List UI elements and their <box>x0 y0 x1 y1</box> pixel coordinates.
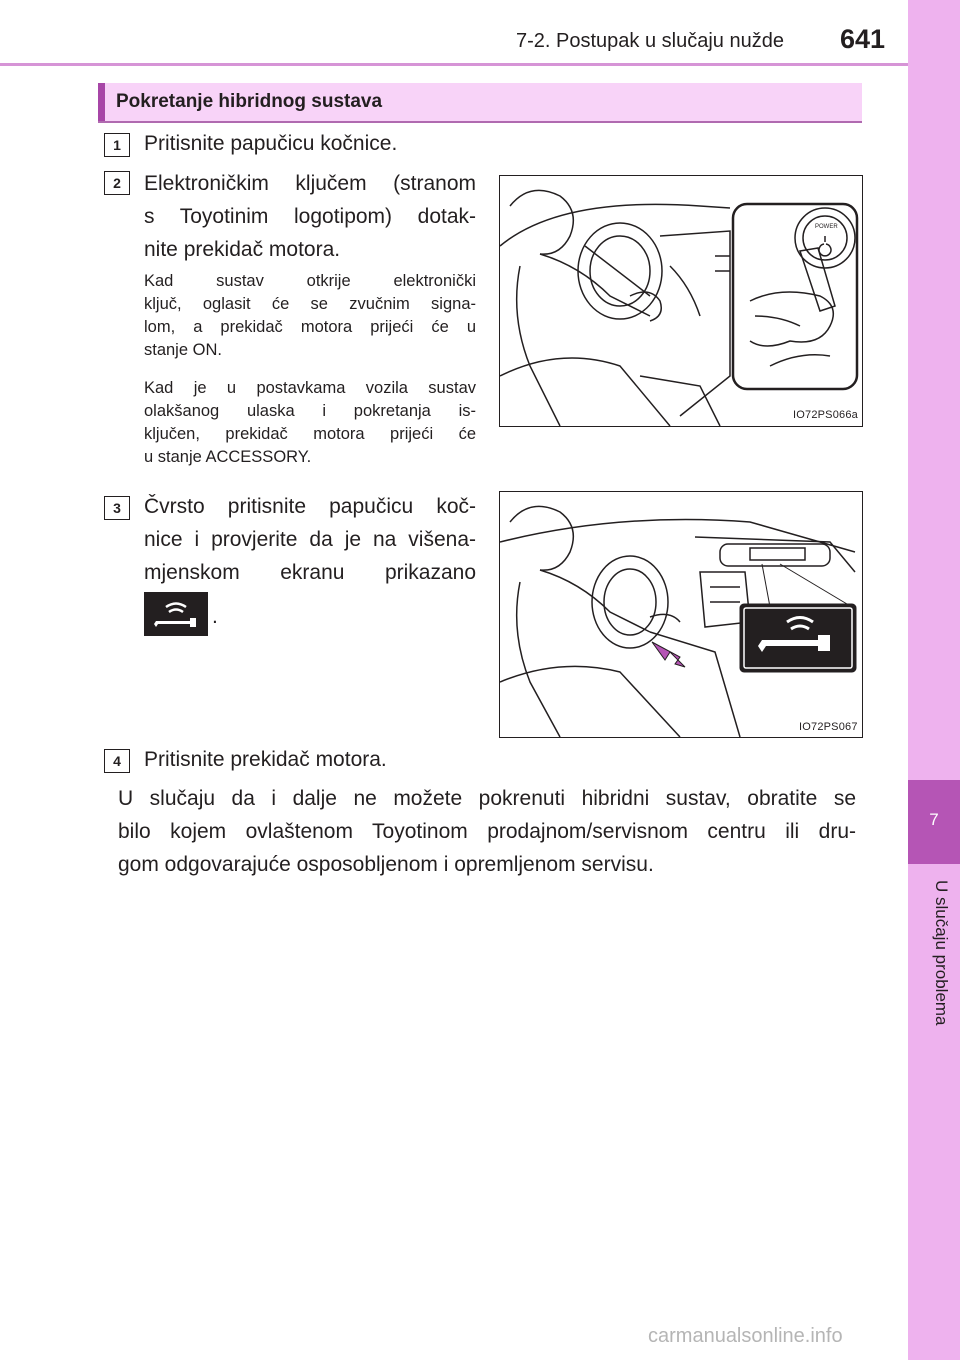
page-number: 641 <box>840 24 886 54</box>
power-switch-illustration <box>500 176 862 426</box>
note-2-line-3: ključen, prekidač motora prijeći će <box>144 425 476 443</box>
figure-key-indicator <box>499 491 863 738</box>
step-3-line-2: nice i provjerite da je na višena- <box>144 528 476 551</box>
key-indicator-illustration <box>500 492 862 737</box>
chapter-number: 7 <box>929 810 939 829</box>
note-1-line-3: lom, a prekidač motora prijeći će u <box>144 318 476 336</box>
closing-line-1: U slučaju da i dalje ne možete pokrenuti hibridni sustav, obratite se <box>118 787 856 810</box>
key-indicator-glyph <box>144 592 208 636</box>
note-2-line-1: Kad je u postavkama vozila sustav <box>144 379 476 397</box>
chapter-side-tab <box>908 0 960 1360</box>
step-number-4: 4 <box>104 749 130 773</box>
power-button-label: POWER <box>815 224 838 230</box>
step-number-1: 1 <box>104 133 130 157</box>
figure-1-code: IO72PS066a <box>793 409 858 421</box>
note-2-line-2: olakšanog ulaska i pokretanja is- <box>144 402 476 420</box>
step-2-line-2: s Toyotinim logotipom) dotak- <box>144 205 476 228</box>
step-2-line-3: nite prekidač motora. <box>144 238 341 261</box>
section-title-accent <box>98 83 105 121</box>
key-indicator-icon <box>144 592 208 636</box>
section-title: Pokretanje hibridnog sustava <box>116 91 383 112</box>
note-1-line-1: Kad sustav otkrije elektronički <box>144 272 476 290</box>
closing-line-3: gom odgovarajuće osposobljenom i opremljenom servisu. <box>118 853 654 876</box>
figure-power-switch <box>499 175 863 427</box>
section-title-bar <box>98 83 862 123</box>
step-2-note-2 <box>144 377 476 469</box>
header-divider <box>0 63 908 66</box>
note-1-line-4: stanje ON. <box>144 341 222 359</box>
chapter-number-tab <box>908 780 960 864</box>
step-number-3: 3 <box>104 496 130 520</box>
note-2-line-4: u stanje ACCESSORY. <box>144 448 312 466</box>
step-2-note-1 <box>144 270 476 362</box>
step-1-text: Pritisnite papučicu kočnice. <box>144 132 398 155</box>
closing-line-2: bilo kojem ovlaštenom Toyotinom prodajnom/servisnom centru ili dru- <box>118 820 856 843</box>
step-number-2: 2 <box>104 171 130 195</box>
figure-2-code: IO72PS067 <box>799 721 858 733</box>
step-2-line-1: Elektroničkim ključem (stranom <box>144 172 476 195</box>
step-3-line-1: Čvrsto pritisnite papučicu koč- <box>144 495 476 518</box>
step-4-text: Pritisnite prekidač motora. <box>144 748 387 771</box>
header-section-title: 7-2. Postupak u slučaju nužde <box>516 30 784 52</box>
watermark: carmanualsonline.info <box>648 1325 843 1347</box>
step-3-line-3: mjenskom ekranu prikazano <box>144 561 476 584</box>
chapter-title: U slučaju problema <box>932 880 951 1026</box>
note-1-line-2: ključ, oglasit će se zvučnim signa- <box>144 295 476 313</box>
step-3-tail: . <box>212 605 218 628</box>
